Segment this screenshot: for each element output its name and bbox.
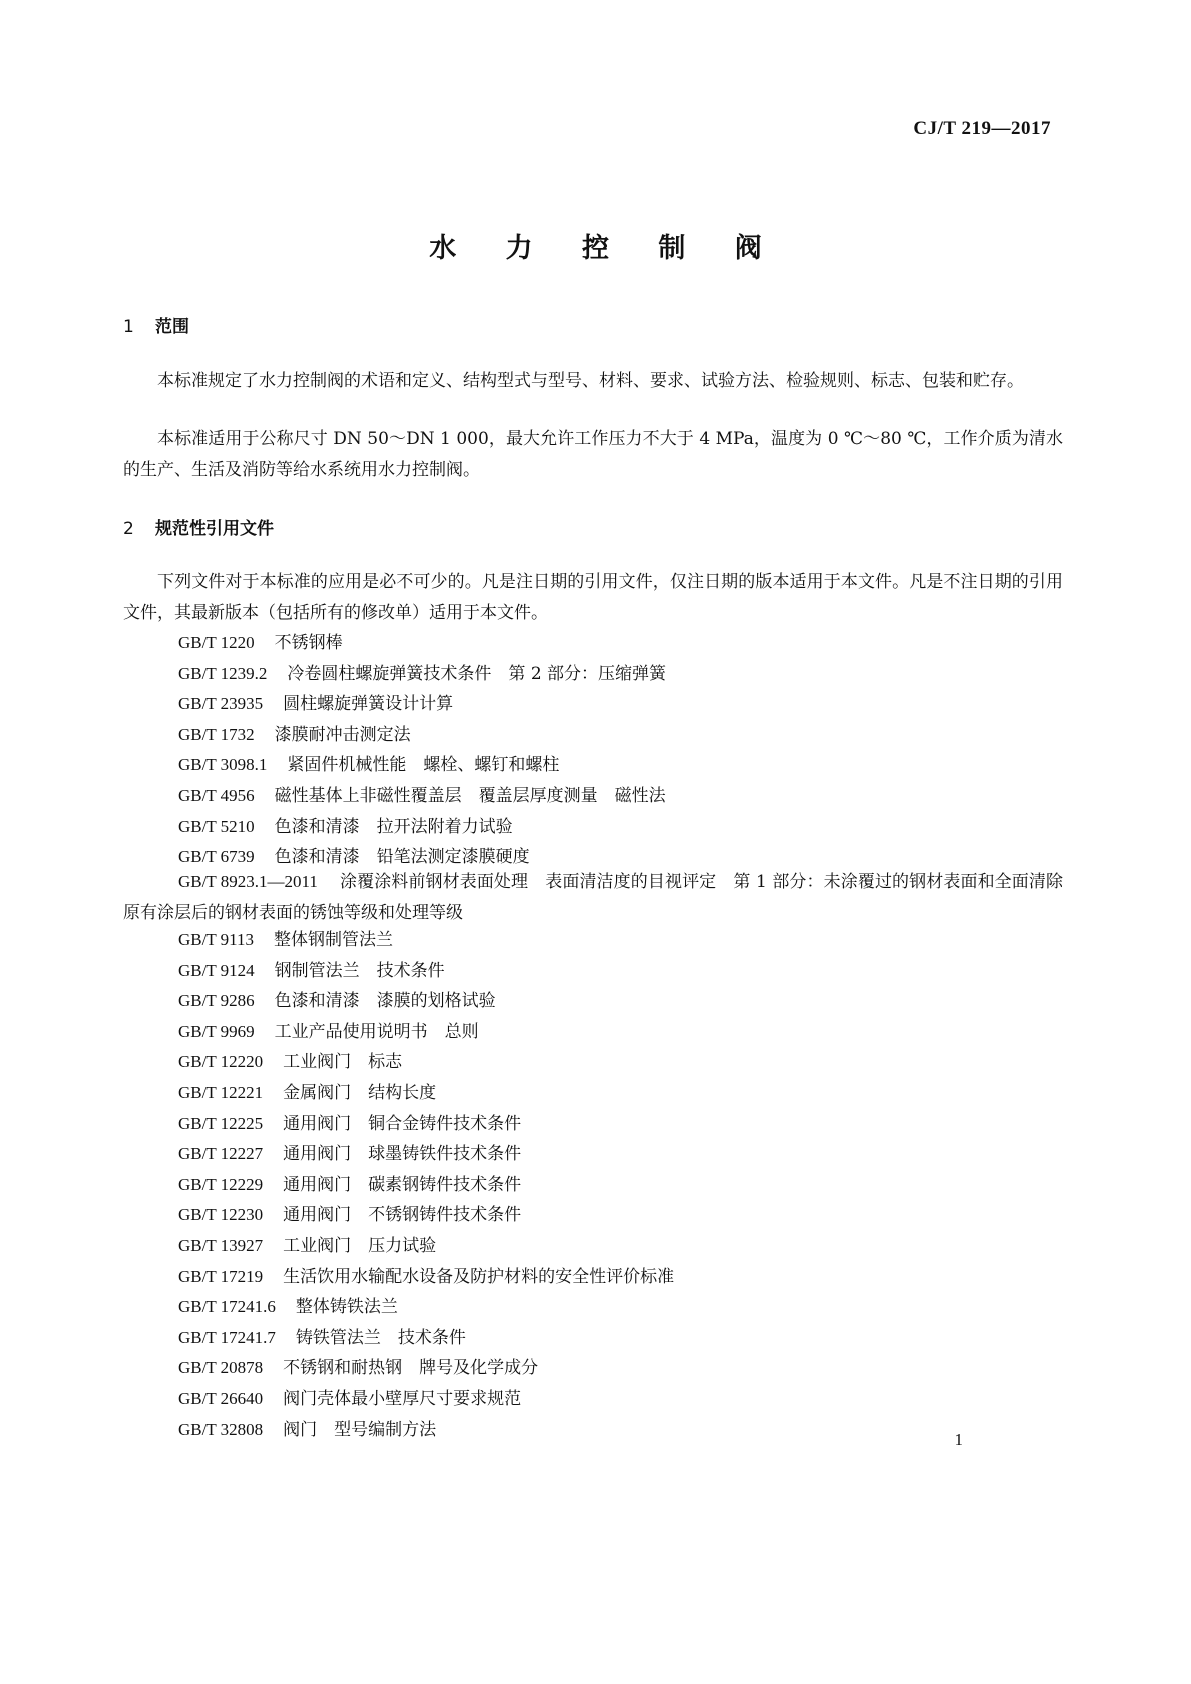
reference-title: 整体铸铁法兰 [295, 1297, 398, 1318]
reference-code: GB/T 6739 [178, 847, 255, 867]
paragraph: 本标准适用于公称尺寸 DN 50～DN 1 000，最大允许工作压力不大于 4 MPa，温度为 0 ℃～80 ℃，工作介质为清水的生产、生活及消防等给水系统用水力控制阀。 [123, 429, 1063, 480]
reference-item-long [123, 866, 1063, 929]
reference-title: 冷卷圆柱螺旋弹簧技术条件 第 2 部分：压缩弹簧 [287, 663, 667, 684]
section-title: 范围 [155, 317, 189, 337]
reference-code: GB/T 12230 [178, 1205, 264, 1225]
reference-code: GB/T 12220 [178, 1052, 264, 1072]
section-title: 规范性引用文件 [155, 519, 274, 539]
reference-code: GB/T 9286 [178, 991, 255, 1011]
reference-list [178, 925, 674, 1445]
reference-code: GB/T 17219 [178, 1266, 264, 1286]
reference-item [178, 1109, 674, 1140]
reference-title: 通用阀门 不锈钢铸件技术条件 [283, 1205, 522, 1226]
reference-title: 磁性基体上非磁性覆盖层 覆盖层厚度测量 磁性法 [274, 785, 666, 806]
reference-code: GB/T 9124 [178, 960, 255, 980]
reference-item [178, 1384, 674, 1415]
reference-code: GB/T 1239.2 [178, 663, 268, 683]
paragraph: 下列文件对于本标准的应用是必不可少的。凡是注日期的引用文件，仅注日期的版本适用于本文件。凡是不注日期的引用文件，其最新版本（包括所有的修改单）适用于本文件。 [123, 572, 1063, 623]
reference-code: GB/T 3098.1 [178, 755, 268, 775]
reference-title: 阀门壳体最小壁厚尺寸要求规范 [283, 1388, 522, 1409]
reference-item [178, 1292, 674, 1323]
reference-title: 阀门 型号编制方法 [283, 1419, 437, 1440]
reference-code: GB/T 23935 [178, 694, 264, 714]
section-heading-normative-references [123, 514, 274, 539]
reference-code: GB/T 5210 [178, 816, 255, 836]
reference-title: 色漆和清漆 拉开法附着力试验 [274, 816, 513, 837]
paragraph: 本标准规定了水力控制阀的术语和定义、结构型式与型号、材料、要求、试验方法、检验规则、标志、包装和贮存。 [157, 371, 1024, 391]
reference-title: 金属阀门 结构长度 [283, 1082, 437, 1103]
reference-code: GB/T 4956 [178, 785, 255, 805]
reference-item [178, 925, 674, 956]
reference-title: 整体钢制管法兰 [274, 930, 394, 950]
document-title: 水 力 控 制 阀 [429, 233, 782, 264]
reference-title: 圆柱螺旋弹簧设计计算 [283, 694, 454, 715]
reference-title: 不锈钢和耐热钢 牌号及化学成分 [283, 1358, 539, 1379]
reference-title: 涂覆涂料前钢材表面处理 表面清洁度的目视评定 第 1 部分：未涂覆过的钢材表面和全面清除原有涂层后的钢材表面的锈蚀等级和处理等级 [123, 872, 1063, 923]
reference-item [178, 720, 666, 751]
reference-code: GB/T 12225 [178, 1113, 264, 1133]
reference-code: GB/T 26640 [178, 1388, 264, 1408]
reference-item [178, 750, 666, 781]
reference-item [178, 812, 666, 843]
reference-item [178, 1047, 674, 1078]
reference-list [178, 628, 666, 873]
reference-item [178, 1200, 674, 1231]
reference-title: 色漆和清漆 铅笔法测定漆膜硬度 [274, 847, 530, 868]
reference-code: GB/T 32808 [178, 1419, 264, 1439]
reference-item [178, 1415, 674, 1446]
reference-title: 通用阀门 铜合金铸件技术条件 [283, 1113, 522, 1134]
reference-code: GB/T 1732 [178, 724, 255, 744]
reference-title: 漆膜耐冲击测定法 [274, 724, 411, 745]
page-number: 1 [954, 1430, 963, 1449]
reference-title: 铸铁管法兰 技术条件 [295, 1327, 466, 1348]
reference-item [178, 1017, 674, 1048]
reference-code: GB/T 13927 [178, 1235, 264, 1255]
reference-item [178, 1323, 674, 1354]
reference-item [178, 659, 666, 690]
reference-title: 色漆和清漆 漆膜的划格试验 [274, 991, 496, 1012]
reference-code: GB/T 9969 [178, 1021, 255, 1041]
reference-title: 工业阀门 压力试验 [283, 1235, 437, 1256]
section-heading-scope [123, 312, 189, 337]
reference-code: GB/T 12227 [178, 1144, 264, 1164]
reference-code: GB/T 20878 [178, 1358, 264, 1378]
standard-code: CJ/T 219—2017 [913, 118, 1051, 139]
reference-code: GB/T 17241.7 [178, 1327, 276, 1347]
reference-item [178, 1231, 674, 1262]
reference-code: GB/T 9113 [178, 930, 255, 949]
reference-title: 紧固件机械性能 螺栓、螺钉和螺柱 [287, 755, 560, 776]
reference-item [178, 628, 666, 659]
reference-item [178, 1170, 674, 1201]
reference-code: GB/T 1220 [178, 633, 255, 652]
reference-code: GB/T 8923.1—2011 [178, 872, 318, 891]
reference-code: GB/T 17241.6 [178, 1297, 276, 1317]
reference-item [178, 781, 666, 812]
reference-item [178, 689, 666, 720]
reference-item [178, 1139, 674, 1170]
reference-title: 不锈钢棒 [274, 633, 343, 653]
reference-item [178, 956, 674, 987]
reference-title: 工业阀门 标志 [283, 1052, 403, 1073]
reference-code: GB/T 12229 [178, 1174, 264, 1194]
reference-title: 生活饮用水输配水设备及防护材料的安全性评价标准 [283, 1266, 675, 1287]
reference-item [178, 1078, 674, 1109]
reference-item [178, 1353, 674, 1384]
reference-title: 工业产品使用说明书 总则 [274, 1021, 479, 1042]
section-number: 2 [123, 519, 134, 539]
reference-title: 通用阀门 碳素钢铸件技术条件 [283, 1174, 522, 1195]
reference-title: 钢制管法兰 技术条件 [274, 960, 445, 981]
section-number: 1 [123, 317, 134, 337]
reference-title: 通用阀门 球墨铸铁件技术条件 [283, 1144, 522, 1165]
reference-code: GB/T 12221 [178, 1082, 264, 1102]
reference-item [178, 1262, 674, 1293]
reference-item [178, 986, 674, 1017]
